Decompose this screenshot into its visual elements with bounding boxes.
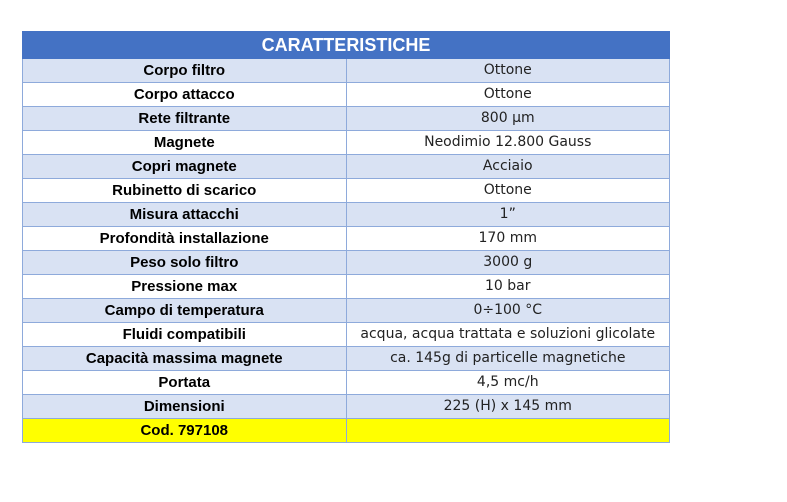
row-label: Profondità installazione: [23, 227, 347, 251]
row-value: ca. 145g di particelle magnetiche: [346, 347, 670, 371]
row-value: acqua, acqua trattata e soluzioni glicolate: [346, 323, 670, 347]
row-value: Ottone: [346, 59, 670, 83]
table-row: [23, 83, 670, 107]
product-code-row: [23, 419, 670, 443]
table-row: [23, 395, 670, 419]
row-label: Peso solo filtro: [23, 251, 347, 275]
row-value: 225 (H) x 145 mm: [346, 395, 670, 419]
row-value: Ottone: [346, 179, 670, 203]
row-label: Corpo attacco: [23, 83, 347, 107]
row-value: Ottone: [346, 83, 670, 107]
table-row: [23, 371, 670, 395]
table-row: [23, 227, 670, 251]
table-row: [23, 131, 670, 155]
table-row: [23, 155, 670, 179]
table-row: [23, 107, 670, 131]
table-row: [23, 179, 670, 203]
table-body: [23, 59, 670, 443]
row-label: Pressione max: [23, 275, 347, 299]
table-row: [23, 299, 670, 323]
specifications-table: [22, 31, 670, 443]
table-header-row: [23, 32, 670, 59]
row-label: Portata: [23, 371, 347, 395]
row-label: Rete filtrante: [23, 107, 347, 131]
row-label: Dimensioni: [23, 395, 347, 419]
row-label: Misura attacchi: [23, 203, 347, 227]
row-label: Capacità massima magnete: [23, 347, 347, 371]
row-label: Corpo filtro: [23, 59, 347, 83]
product-code-label: Cod. 797108: [23, 419, 347, 443]
row-value: Acciaio: [346, 155, 670, 179]
row-label: Fluidi compatibili: [23, 323, 347, 347]
product-code-value: [346, 419, 670, 443]
table-row: [23, 251, 670, 275]
row-value: 0÷100 °C: [346, 299, 670, 323]
table-row: [23, 323, 670, 347]
row-label: Magnete: [23, 131, 347, 155]
table-row: [23, 59, 670, 83]
table-title: CARATTERISTICHE: [23, 32, 670, 59]
row-value: Neodimio 12.800 Gauss: [346, 131, 670, 155]
row-value: 170 mm: [346, 227, 670, 251]
row-label: Copri magnete: [23, 155, 347, 179]
table-row: [23, 347, 670, 371]
row-value: 1”: [346, 203, 670, 227]
row-value: 10 bar: [346, 275, 670, 299]
row-label: Campo di temperatura: [23, 299, 347, 323]
row-label: Rubinetto di scarico: [23, 179, 347, 203]
table-row: [23, 275, 670, 299]
row-value: 800 µm: [346, 107, 670, 131]
row-value: 3000 g: [346, 251, 670, 275]
table-row: [23, 203, 670, 227]
row-value: 4,5 mc/h: [346, 371, 670, 395]
